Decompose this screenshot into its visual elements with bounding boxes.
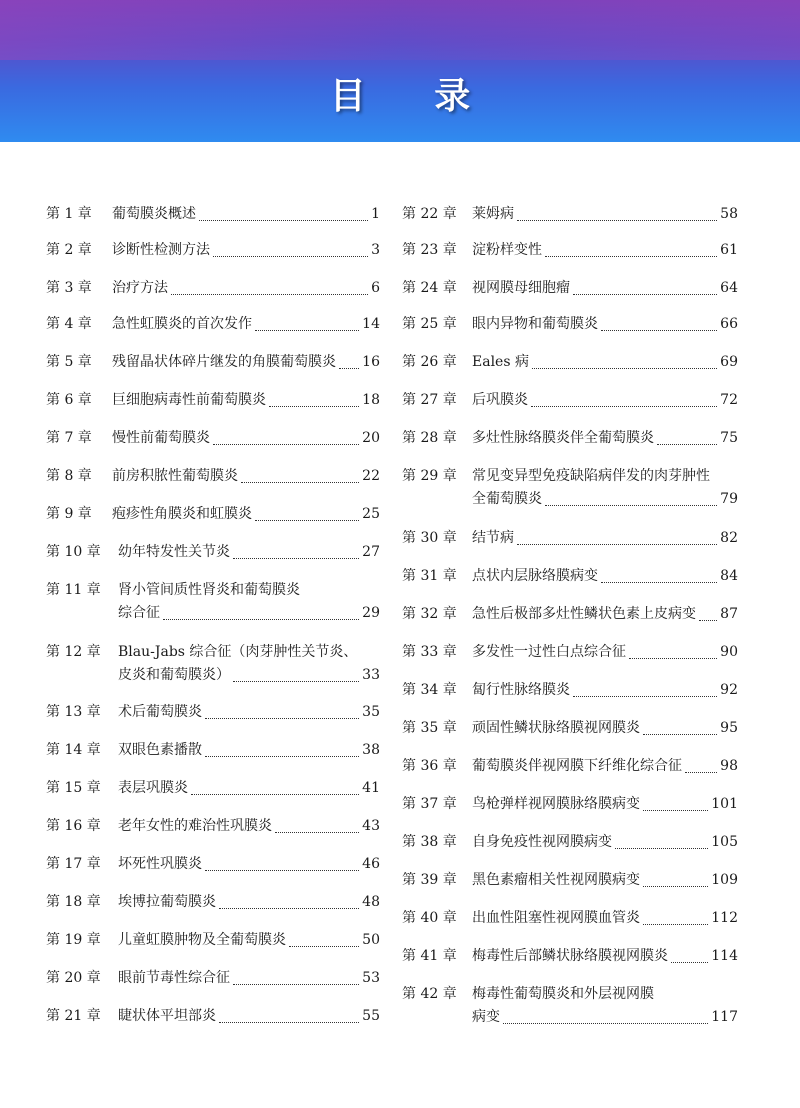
dot-leader [615,848,708,849]
dot-leader [241,482,359,483]
dot-leader [233,558,359,559]
page-number: 64 [720,280,738,296]
chapter-number: 第 6 章 [46,392,92,408]
page-number: 14 [362,316,380,332]
page-number: 58 [720,206,738,222]
chapter-title: 急性虹膜炎的首次发作 [112,316,252,332]
chapter-title: 慢性前葡萄膜炎 [112,430,210,446]
chapter-number: 第 3 章 [46,280,92,296]
dot-leader [219,1022,359,1023]
chapter-number: 第 42 章 [402,986,457,1002]
chapter-title: 残留晶状体碎片继发的角膜葡萄膜炎 [112,354,336,370]
page-number: 79 [720,491,738,507]
chapter-number: 第 17 章 [46,856,101,872]
chapter-title: 视网膜母细胞瘤 [472,280,570,296]
chapter-number: 第 36 章 [402,758,457,774]
dot-leader [163,619,359,620]
dot-leader [573,696,717,697]
dot-leader [289,946,359,947]
dot-leader [531,406,717,407]
chapter-title: 病变 [472,1009,500,1025]
chapter-number: 第 35 章 [402,720,457,736]
chapter-number: 第 28 章 [402,430,457,446]
page-number: 18 [362,392,380,408]
chapter-title: 出血性阻塞性视网膜血管炎 [472,910,640,926]
chapter-number: 第 33 章 [402,644,457,660]
dot-leader [601,582,717,583]
chapter-title: 睫状体平坦部炎 [118,1008,216,1024]
chapter-title: 梅毒性葡萄膜炎和外层视网膜 [472,986,654,1002]
chapter-title: 皮炎和葡萄膜炎） [118,667,230,683]
chapter-number: 第 31 章 [402,568,457,584]
dot-leader [171,294,368,295]
dot-leader [657,444,717,445]
chapter-number: 第 9 章 [46,506,92,522]
chapter-title: 急性后极部多灶性鳞状色素上皮病变 [472,606,696,622]
page-number: 22 [362,468,380,484]
chapter-title: 全葡萄膜炎 [472,491,542,507]
dot-leader [643,734,717,735]
dot-leader [199,220,368,221]
chapter-number: 第 29 章 [402,468,457,484]
chapter-number: 第 16 章 [46,818,101,834]
page-number: 105 [711,834,738,850]
chapter-title: 莱姆病 [472,206,514,222]
chapter-title: 综合征 [118,605,160,621]
chapter-title: 结节病 [472,530,514,546]
chapter-number: 第 4 章 [46,316,92,332]
chapter-title: 自身免疫性视网膜病变 [472,834,612,850]
chapter-number: 第 2 章 [46,242,92,258]
page-number: 66 [720,316,738,332]
chapter-title: 前房积脓性葡萄膜炎 [112,468,238,484]
page-number: 20 [362,430,380,446]
chapter-number: 第 39 章 [402,872,457,888]
page-number: 35 [362,704,380,720]
page-number: 29 [362,605,380,621]
chapter-title: 治疗方法 [112,280,168,296]
page-number: 84 [720,568,738,584]
chapter-title: 淀粉样变性 [472,242,542,258]
page-number: 1 [371,206,380,222]
chapter-title: 表层巩膜炎 [118,780,188,796]
dot-leader [255,330,359,331]
dot-leader [255,520,359,521]
chapter-number: 第 37 章 [402,796,457,812]
chapter-title: 梅毒性后部鳞状脉络膜视网膜炎 [472,948,668,964]
chapter-number: 第 30 章 [402,530,457,546]
chapter-title: 常见变异型免疫缺陷病伴发的肉芽肿性 [472,468,710,484]
page-number: 109 [711,872,738,888]
dot-leader [205,756,359,757]
dot-leader [629,658,717,659]
dot-leader [532,368,717,369]
chapter-number: 第 41 章 [402,948,457,964]
dot-leader [685,772,717,773]
chapter-number: 第 22 章 [402,206,457,222]
page-number: 117 [711,1009,738,1025]
chapter-title: 老年女性的难治性巩膜炎 [118,818,272,834]
chapter-number: 第 20 章 [46,970,101,986]
dot-leader [643,924,708,925]
dot-leader [601,330,717,331]
dot-leader [213,256,368,257]
page-number: 82 [720,530,738,546]
dot-leader [213,444,359,445]
dot-leader [643,810,708,811]
chapter-number: 第 5 章 [46,354,92,370]
page-number: 101 [711,796,738,812]
page-number: 6 [371,280,380,296]
chapter-title: 双眼色素播散 [118,742,202,758]
chapter-number: 第 23 章 [402,242,457,258]
chapter-number: 第 27 章 [402,392,457,408]
chapter-number: 第 10 章 [46,544,101,560]
page-number: 92 [720,682,738,698]
page-number: 50 [362,932,380,948]
page-number: 95 [720,720,738,736]
chapter-title: 诊断性检测方法 [112,242,210,258]
dot-leader [191,794,359,795]
chapter-number: 第 14 章 [46,742,101,758]
chapter-title: 眼前节毒性综合征 [118,970,230,986]
chapter-number: 第 26 章 [402,354,457,370]
page-number: 75 [720,430,738,446]
dot-leader [233,984,359,985]
chapter-title: 疱疹性角膜炎和虹膜炎 [112,506,252,522]
page-number: 27 [362,544,380,560]
page-number: 114 [711,948,738,964]
chapter-title: 巨细胞病毒性前葡萄膜炎 [112,392,266,408]
chapter-title: 术后葡萄膜炎 [118,704,202,720]
chapter-number: 第 25 章 [402,316,457,332]
chapter-number: 第 11 章 [46,582,101,598]
chapter-title: 葡萄膜炎概述 [112,206,196,222]
page-number: 43 [362,818,380,834]
page-number: 90 [720,644,738,660]
dot-leader [699,620,717,621]
chapter-title: 埃博拉葡萄膜炎 [118,894,216,910]
chapter-number: 第 1 章 [46,206,92,222]
chapter-title: 黑色素瘤相关性视网膜病变 [472,872,640,888]
chapter-title: 多灶性脉络膜炎伴全葡萄膜炎 [472,430,654,446]
chapter-number: 第 19 章 [46,932,101,948]
dot-leader [233,681,359,682]
dot-leader [671,962,708,963]
chapter-title: 儿童虹膜肿物及全葡萄膜炎 [118,932,286,948]
chapter-title: 幼年特发性关节炎 [118,544,230,560]
page-number: 48 [362,894,380,910]
dot-leader [643,886,708,887]
page-title: 目 录 [329,76,499,117]
chapter-number: 第 38 章 [402,834,457,850]
dot-leader [503,1023,708,1024]
page-number: 112 [711,910,738,926]
page-number: 46 [362,856,380,872]
chapter-title: 肾小管间质性肾炎和葡萄膜炎 [118,582,300,598]
page-number: 72 [720,392,738,408]
page-number: 87 [720,606,738,622]
chapter-number: 第 13 章 [46,704,101,720]
chapter-title: Eales 病 [472,354,529,370]
chapter-number: 第 24 章 [402,280,457,296]
chapter-title: 后巩膜炎 [472,392,528,408]
chapter-number: 第 18 章 [46,894,101,910]
chapter-title: 多发性一过性白点综合征 [472,644,626,660]
page-number: 25 [362,506,380,522]
chapter-title: Blau-Jabs 综合征（肉芽肿性关节炎、 [118,644,358,660]
dot-leader [573,294,717,295]
dot-leader [545,256,717,257]
chapter-title: 顽固性鳞状脉络膜视网膜炎 [472,720,640,736]
chapter-number: 第 32 章 [402,606,457,622]
chapter-number: 第 8 章 [46,468,92,484]
dot-leader [545,505,717,506]
chapter-number: 第 12 章 [46,644,101,660]
page-number: 98 [720,758,738,774]
dot-leader [219,908,359,909]
chapter-number: 第 34 章 [402,682,457,698]
dot-leader [205,718,359,719]
page-number: 55 [362,1008,380,1024]
dot-leader [275,832,359,833]
page-number: 41 [362,780,380,796]
dot-leader [269,406,359,407]
chapter-number: 第 21 章 [46,1008,101,1024]
chapter-number: 第 7 章 [46,430,92,446]
chapter-title: 葡萄膜炎伴视网膜下纤维化综合征 [472,758,682,774]
page-number: 53 [362,970,380,986]
chapter-title: 匐行性脉络膜炎 [472,682,570,698]
page-number: 38 [362,742,380,758]
chapter-title: 鸟枪弹样视网膜脉络膜病变 [472,796,640,812]
chapter-number: 第 15 章 [46,780,101,796]
dot-leader [339,368,359,369]
chapter-title: 坏死性巩膜炎 [118,856,202,872]
chapter-title: 眼内异物和葡萄膜炎 [472,316,598,332]
page-number: 16 [362,354,380,370]
page-number: 61 [720,242,738,258]
dot-leader [517,544,717,545]
dot-leader [205,870,359,871]
chapter-title: 点状内层脉络膜病变 [472,568,598,584]
page-number: 69 [720,354,738,370]
dot-leader [517,220,717,221]
page-number: 3 [371,242,380,258]
page-number: 33 [362,667,380,683]
chapter-number: 第 40 章 [402,910,457,926]
